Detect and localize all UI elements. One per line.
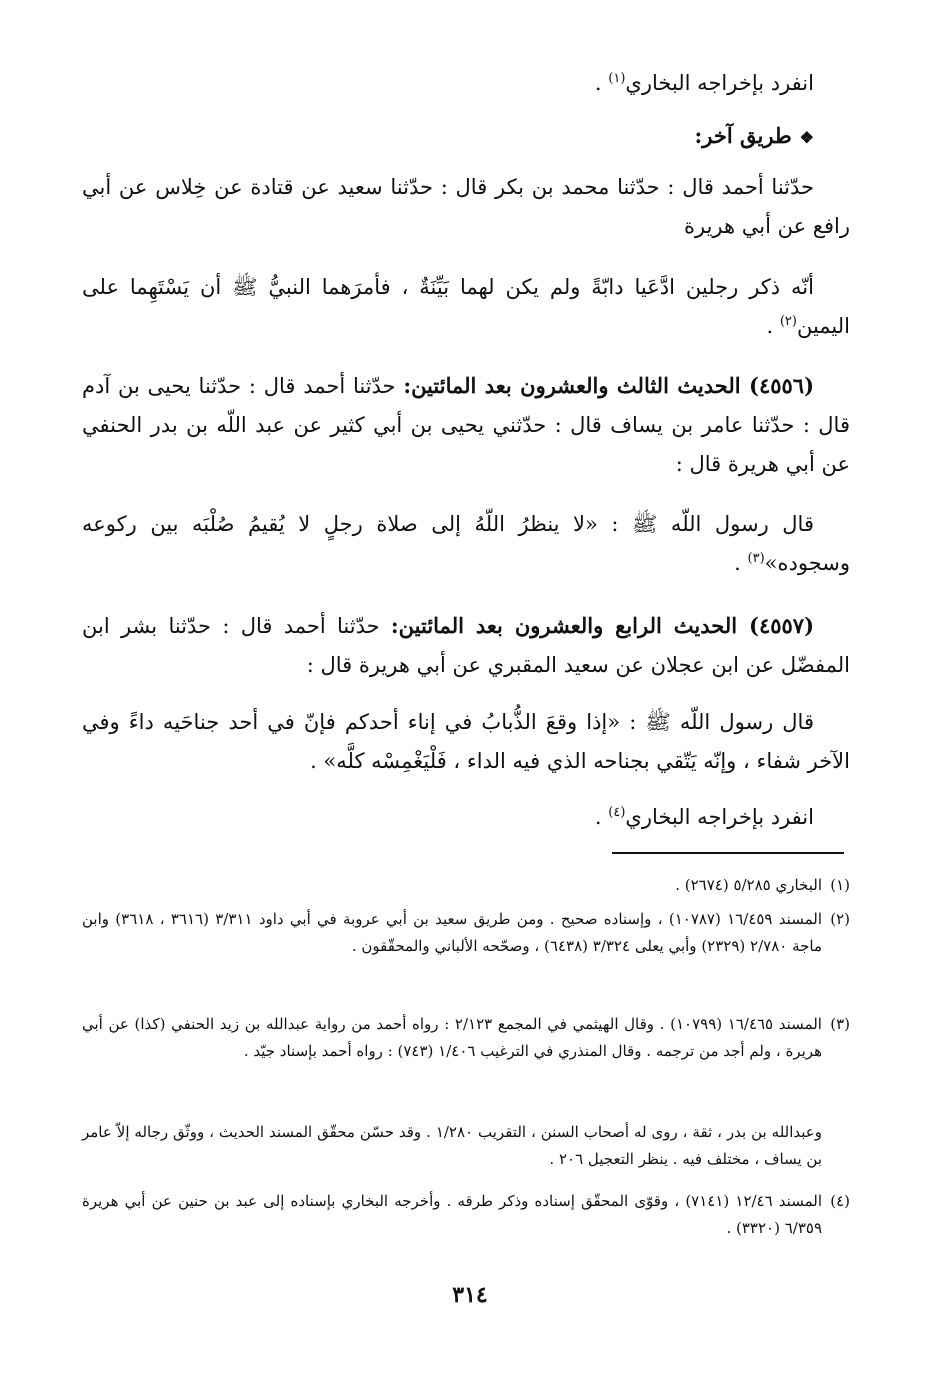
- paragraph-text: حدّثنا أحمد قال : حدّثنا يحيى بن آدم قال : حدّثنا عامر بن يساف قال : حدّثني يحيى بن أبي كثير عن عبد اللّه بن بدر الحنفي عن أبي هريرة قال :: [82, 374, 850, 476]
- footnote-ref-4[interactable]: (٤): [608, 805, 626, 820]
- sentence-end: .: [594, 71, 609, 95]
- hadith-number-heading: (٤٥٥٦) الحديث الثالث والعشرون بعد المائتين:: [403, 373, 814, 398]
- footnote-1: [82, 872, 850, 899]
- paragraph-text: حدّثنا أحمد قال : حدّثنا محمد بن بكر قال : حدّثنا سعيد عن قتادة عن خِلاس عن أبي رافع عن أبي هريرة: [82, 175, 850, 238]
- paragraph-isnad-route: [82, 168, 850, 246]
- footnote-3-continuation: [82, 1119, 850, 1173]
- footnote-text: المسند ١٢/٤٦ (٧١٤١) ، وقوّى المحقّق إسناده وذكر طرقه . وأخرجه البخاري بإسناده إلى عبد بن حنين عن أبي هريرة ٦/٣٥٩ (٣٣٢٠) .: [82, 1192, 822, 1237]
- footnote-text: المسند ١٦/٤٦٥ (١٠٧٩٩) . وقال الهيثمي في المجمع ٢/١٢٣ : رواه أحمد من رواية عبدالله بن زيد الحنفي (كذا) عن أبي هريرة ، ولم أجد من ترجمه . وقال المنذري في الترغيب ١/٤٠٦ (٧٤٣) : رواه أحمد بإسناد جيّد .: [82, 1015, 822, 1060]
- paragraph-text: انفرد بإخراجه البخاري: [625, 71, 814, 95]
- hadith-number-heading: (٤٥٥٧) الحديث الرابع والعشرون بعد المائتين:: [390, 613, 814, 638]
- heading-text: طريق آخر:: [694, 123, 792, 148]
- footnote-number: (٣): [830, 1015, 850, 1033]
- hadith-4556-isnad: [82, 366, 850, 484]
- paragraph-text: أنّه ذكر رجلين ادَّعَيا دابّةً ولم يكن لهما بَيِّنَةٌ ، فأمرَهما النبيُّ ﷺ أن يَسْتَهِما على اليمين: [82, 275, 850, 338]
- sentence-end: .: [766, 314, 780, 338]
- footnote-text: المسند ١٦/٤٥٩ (١٠٧٨٧) ، وإسناده صحيح . ومن طريق سعيد بن أبي عروبة في أبي داود ٣/٣١١ (٣٦١٦ ، ٣٦١٨) وابن ماجة ٢/٧٨٠ (٢٣٢٩) وأبي يعلى ٣/٣٢٤ (٦٤٣٨) ، وصحّحه الألباني والمحقّقون .: [82, 910, 822, 955]
- footnote-number: (١): [830, 876, 850, 894]
- footnote-separator-rule: [612, 852, 844, 854]
- paragraph-text: انفرد بإخراجه البخاري: [625, 805, 814, 829]
- footnote-4: [82, 1188, 850, 1242]
- paragraph-text: قال رسول اللّه ﷺ : «إذا وقعَ الذُّبابُ في إناء أحدكم فإنّ في أحد جناحَيه داءً وفي الآخر شفاء ، وإنّه يَتّقي بجناحه الذي فيه الداء ، فَلْيَغْمِسْه كلَّه» .: [82, 710, 850, 773]
- hadith-4557-isnad: [82, 606, 850, 685]
- section-heading-another-route: [82, 116, 850, 157]
- paragraph-text: حدّثنا أحمد قال : حدّثنا بشر ابن المفضّل عن ابن عجلان عن سعيد المقبري عن أبي هريرة قال :: [82, 614, 850, 677]
- footnote-number: (٤): [830, 1192, 850, 1210]
- footnote-number: (٢): [830, 910, 850, 928]
- footnote-text: وعبدالله بن بدر ، ثقة ، روى له أصحاب السنن ، التقريب ١/٢٨٠ . وقد حسّن محقّق المسند الحديث ، ووثّق رجاله إلاّ عامر بن يساف ، مختلف فيه . ينظر التعجيل ٢٠٦ .: [82, 1123, 822, 1168]
- footnote-2: [82, 906, 850, 960]
- page-number: ٣١٤: [452, 1282, 488, 1308]
- hadith-4556-matn: [82, 505, 850, 583]
- footnote-text: البخاري ٥/٢٨٥ (٢٦٧٤) .: [675, 876, 822, 894]
- footnote-3: [82, 1011, 850, 1065]
- footnote-ref-2[interactable]: (٢): [779, 314, 797, 329]
- sentence-end: .: [594, 805, 609, 829]
- diamond-icon: ❖: [799, 128, 814, 147]
- hadith-4557-matn: [82, 703, 850, 781]
- paragraph-text: قال رسول اللّه ﷺ : «لا ينظرُ اللّهُ إلى صلاة رجلٍ لا يُقيمُ صُلْبَه بين ركوعه وسجوده»: [82, 512, 850, 575]
- paragraph-attribution-bukhari-4: [82, 798, 850, 837]
- paragraph-attribution-bukhari-1: [82, 64, 850, 103]
- footnote-ref-3[interactable]: (٣): [747, 551, 765, 566]
- paragraph-hadith-matn-two-men: [82, 268, 850, 346]
- footnote-ref-1[interactable]: (١): [608, 71, 626, 86]
- sentence-end: .: [734, 551, 748, 575]
